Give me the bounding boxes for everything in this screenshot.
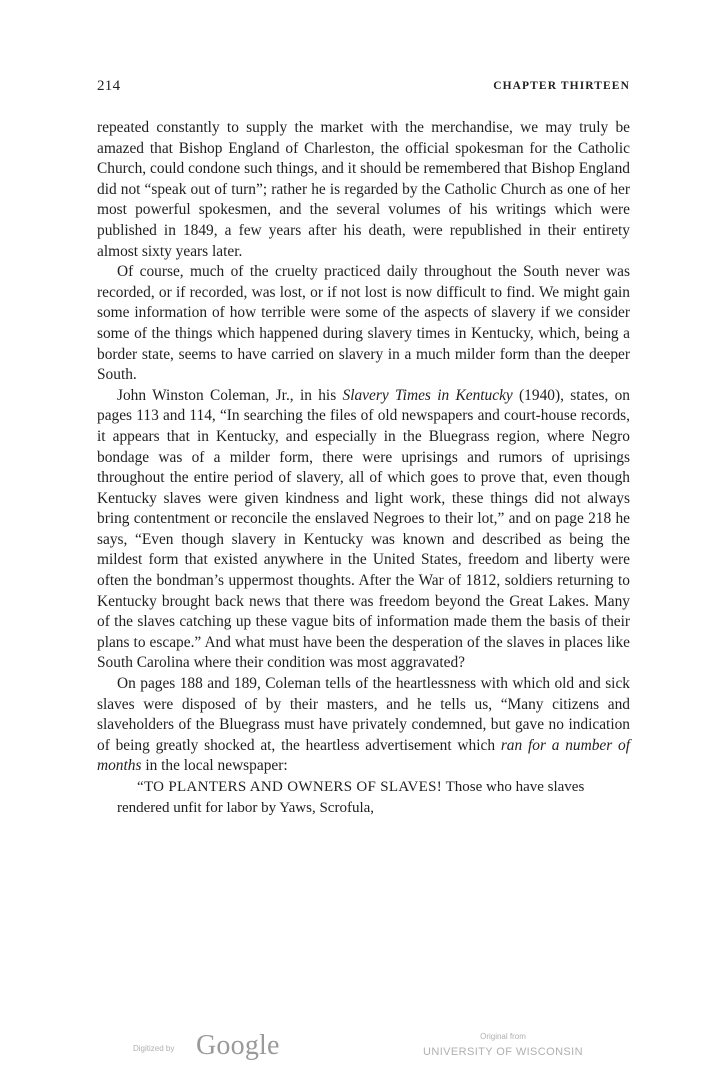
quote-heading: “TO PLANTERS AND OWNERS OF SLAVES! (137, 779, 443, 795)
paragraph-3-text-a: John Winston Coleman, Jr., in his (117, 386, 343, 404)
quote-text: Those who have slaves rendered unfit for labor by Yaws, Scrofula, (117, 779, 585, 816)
paragraph-4-text-b: in the local newspaper: (141, 757, 288, 775)
book-title-slavery-times: Slavery Times in Kentucky (342, 386, 513, 404)
emphasis-text: ran for a number of months (97, 736, 630, 775)
google-logo: Google (196, 1030, 280, 1061)
advertisement-quote (97, 777, 630, 818)
paragraph-2: Of course, much of the cruelty practiced daily throughout the South never was recorded, or if recorded, was lost, or if not lost is now difficult to find. We might gain some information of how terrible were some of the aspects of slavery if we consider some of the things which happened during slavery times in Kentucky, which, being a border state, seems to have carried on slavery in a much milder form than the deeper South. (97, 263, 630, 384)
paragraph-4 (97, 674, 630, 777)
paragraph-4-text-a: On pages 188 and 189, Coleman tells of the heartlessness with which old and sick slaves were disposed of by their masters, and he tells us, “Many citizens and slaveholders of the Bluegrass must have privately condemned, but gave no indication of being greatly shocked at, the heartless advertisement which (97, 675, 630, 754)
chapter-title: CHAPTER THIRTEEN (493, 80, 630, 92)
paragraph-3 (97, 386, 630, 674)
digitized-by-label: Digitized by (133, 1044, 175, 1053)
university-label: UNIVERSITY OF WISCONSIN (423, 1046, 583, 1058)
paragraph-1: repeated constantly to supply the market with the merchandise, we may truly be amazed that Bishop England of Charleston, the official spokesman for the Catholic Church, could condone such things, and it should be remembered that Bishop England did not “speak out of turn”; rather he is regarded by the Catholic Church as one of her most powerful spokesmen, and the several volumes of his writings which were published in 1849, a few years after his death, were republished in their entirety almost sixty years later. (97, 119, 630, 260)
running-head (97, 78, 630, 98)
scan-footer (0, 1030, 711, 1070)
body-text (97, 118, 630, 818)
paragraph-3-text-b: (1940), states, on pages 113 and 114, “In searching the files of old newspapers and court-house records, it appears that in Kentucky, and especially in the Bluegrass region, where Negro bondage was of a milder form, there were uprisings and rumors of uprisings throughout the entire period of slavery, all of which goes to prove that, even though Kentucky slaves were given kindness and light work, these things did not always bring contentment or reconcile the enslaved Negroes to their lot,” and on page 218 he says, “Even though slavery in Kentucky was known and described as being the mildest form that existed anywhere in the United States, freedom and liberty were often the bondman’s uppermost thoughts. After the War of 1812, soldiers returning to Kentucky brought back news that there was freedom beyond the Great Lakes. Many of the slaves catching up these vague bits of information made them the basis of their plans to escape.” And what must have been the desperation of the slaves in places like South Carolina where their condition was most aggravated? (97, 386, 630, 672)
original-from-label: Original from (480, 1032, 526, 1041)
page-number: 214 (97, 78, 121, 94)
